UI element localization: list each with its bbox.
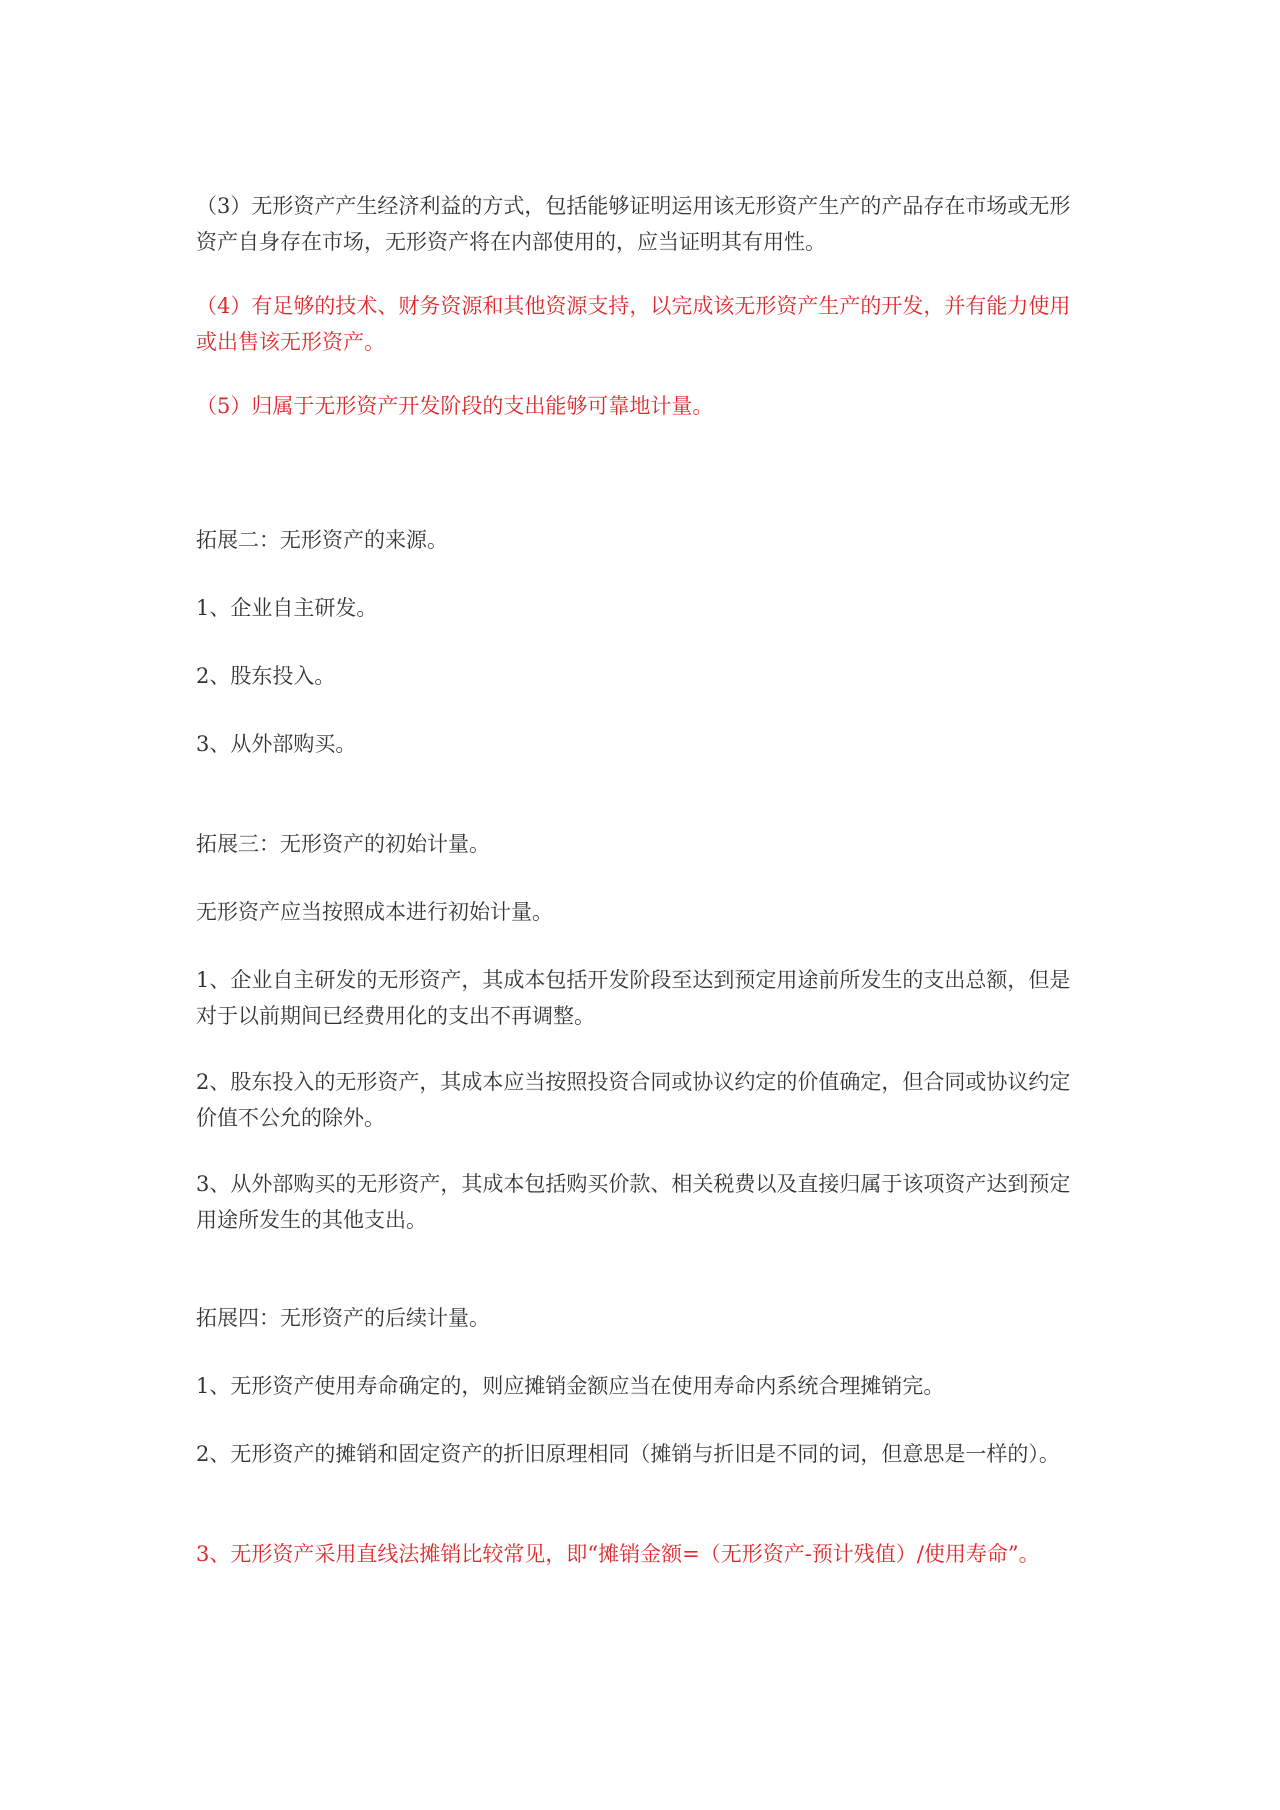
list-item-subsequent-2: 2、无形资产的摊销和固定资产的折旧原理相同（摊销与折旧是不同的词，但意思是一样的）。 [196, 1442, 1060, 1466]
list-item-source-2: 2、股东投入。 [196, 664, 336, 688]
list-item-initial-1: 1、企业自主研发的无形资产，其成本包括开发阶段至达到预定用途前所发生的支出总额，但是对于以前期间已经费用化的支出不再调整。 [196, 968, 1071, 1028]
paragraph-condition-4: （4）有足够的技术、财务资源和其他资源支持，以完成该无形资产生产的开发，并有能力使用或出售该无形资产。 [196, 294, 1071, 354]
list-item-initial-3: 3、从外部购买的无形资产，其成本包括购买价款、相关税费以及直接归属于该项资产达到预定用途所发生的其他支出。 [196, 1172, 1071, 1232]
section-title-subsequent-measurement: 拓展四：无形资产的后续计量。 [196, 1306, 490, 1330]
list-item-source-3: 3、从外部购买。 [196, 732, 357, 756]
paragraph-initial-measurement-intro: 无形资产应当按照成本进行初始计量。 [196, 900, 553, 924]
paragraph-condition-5: （5）归属于无形资产开发阶段的支出能够可靠地计量。 [196, 394, 714, 418]
paragraph-condition-3: （3）无形资产产生经济利益的方式，包括能够证明运用该无形资产生产的产品存在市场或无形资产自身存在市场，无形资产将在内部使用的，应当证明其有用性。 [196, 194, 1071, 254]
section-title-sources: 拓展二：无形资产的来源。 [196, 528, 448, 552]
list-item-initial-2: 2、股东投入的无形资产，其成本应当按照投资合同或协议约定的价值确定，但合同或协议约定价值不公允的除外。 [196, 1070, 1071, 1130]
list-item-subsequent-1: 1、无形资产使用寿命确定的，则应摊销金额应当在使用寿命内系统合理摊销完。 [196, 1374, 945, 1398]
section-title-initial-measurement: 拓展三：无形资产的初始计量。 [196, 832, 490, 856]
list-item-source-1: 1、企业自主研发。 [196, 596, 378, 620]
list-item-subsequent-3: 3、无形资产采用直线法摊销比较常见，即“摊销金额=（无形资产-预计残值）/使用寿命”。 [196, 1542, 1040, 1566]
